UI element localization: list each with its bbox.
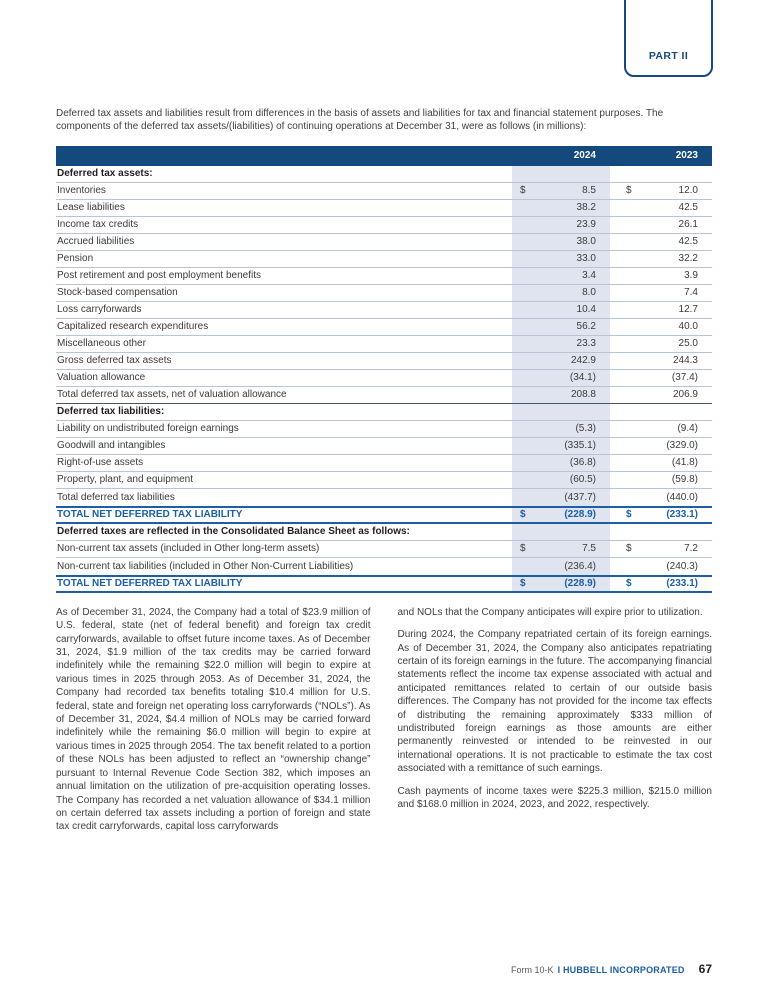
value-2024: 23.9 (512, 217, 610, 233)
table-row (56, 217, 712, 234)
table-row (56, 268, 712, 285)
value-2023: $ (233.1) (626, 578, 698, 590)
table-row (56, 421, 712, 438)
value-2024: (5.3) (512, 421, 610, 437)
row-label: Right-of-use assets (57, 457, 144, 469)
row-label: Gross deferred tax assets (57, 355, 172, 367)
value-2024: 8.0 (512, 285, 610, 301)
table-row (56, 438, 712, 455)
row-label: Property, plant, and equipment (57, 474, 194, 486)
row-label: Accrued liabilities (57, 236, 135, 248)
dollar-sign: $ (520, 578, 526, 590)
value-2024: (60.5) (512, 472, 610, 488)
table-row (56, 370, 712, 387)
value-2024: $ (228.9) (512, 508, 610, 522)
value-2024: (36.8) (512, 455, 610, 471)
row-label: Inventories (57, 185, 106, 197)
value-2024 (512, 524, 610, 540)
value-2024: (236.4) (512, 558, 610, 575)
row-label: Post retirement and post employment benefits (57, 270, 261, 282)
value-2024: 208.8 (512, 387, 610, 403)
table-row (56, 302, 712, 319)
footer-page-number: 67 (698, 962, 712, 976)
value-2024: 10.4 (512, 302, 610, 318)
value-2024: (335.1) (512, 438, 610, 454)
row-label: Liability on undistributed foreign earnings (57, 423, 239, 435)
value-2024: 23.3 (512, 336, 610, 352)
value-2024: 3.4 (512, 268, 610, 284)
row-label: Pension (57, 253, 94, 265)
row-label: Deferred tax liabilities: (57, 406, 165, 418)
value-2023: 40.0 (678, 321, 698, 333)
value-2023 (618, 404, 712, 420)
paragraph: As of December 31, 2024, the Company had a total of $23.9 million of U.S. federal, state (net of federal benefit) and foreign tax credit carryforwards, available to offset future income taxes. As of December 31, 2024, $1.9 million of the tax credits may be carried forward indefinitely while the remaining $22.0 million will begin to expire at various times in 2025 through 2053. As of December 31, 2024, the Company had recorded tax benefits totaling $10.4 million for U.S. federal, state and foreign net operating loss carryforwards (“NOLs”). As of December 31, 2024, $4.4 million of NOLs may be carried forward indefinitely while the remaining $6.0 million will begin to expire at various times in 2025 through 2054. The tax benefit related to a portion of these NOLs has been adjusted to reflect an “ownership change” pursuant to Internal Revenue Code Section 382, which imposes an annual limitation on the utilization of pre-acquisition operating losses. The Company has recorded a net valuation allowance of $34.1 million on certain deferred tax assets including a portion of foreign and state tax credit carryforwards, capital loss carryforwards (56, 606, 371, 833)
value-2023 (618, 166, 712, 182)
row-label: Deferred taxes are reflected in the Consolidated Balance Sheet as follows: (57, 526, 410, 538)
table-header (56, 146, 712, 166)
row-label: Non-current tax assets (included in Other long-term assets) (57, 543, 320, 555)
value-2024: $ (228.9) (512, 577, 610, 591)
value-2023: $ 12.0 (626, 185, 698, 197)
dollar-sign: $ (520, 185, 526, 197)
value-2023: (37.4) (671, 372, 698, 384)
value-2023: 25.0 (678, 338, 698, 350)
table-row (56, 251, 712, 268)
table-row (56, 575, 712, 593)
value-2024: 33.0 (512, 251, 610, 267)
page-footer (511, 962, 712, 976)
value-2024: $ 8.5 (512, 183, 610, 199)
row-label: Income tax credits (57, 219, 139, 231)
value-2024: 242.9 (512, 353, 610, 369)
table-row (56, 336, 712, 353)
dollar-sign: $ (520, 509, 526, 521)
table-row (56, 455, 712, 472)
value-2023: 32.2 (678, 253, 698, 265)
table-row (56, 166, 712, 183)
table-row (56, 506, 712, 524)
body-text (56, 606, 712, 834)
table-row (56, 404, 712, 421)
dollar-sign: $ (626, 509, 632, 521)
row-label: Total deferred tax assets, net of valuation allowance (57, 389, 287, 401)
table-row (56, 319, 712, 336)
table-row (56, 285, 712, 302)
value-2023: (329.0) (666, 440, 698, 452)
dollar-sign: $ (626, 185, 632, 197)
table-row (56, 234, 712, 251)
table-row (56, 183, 712, 200)
table-row (56, 558, 712, 575)
row-label: Stock-based compensation (57, 287, 178, 299)
value-2023: 3.9 (684, 270, 698, 282)
row-label: Valuation allowance (57, 372, 146, 384)
row-label: Lease liabilities (57, 202, 125, 214)
dollar-sign: $ (626, 578, 632, 590)
part-ii-label: PART II (648, 50, 689, 62)
column-header-2023: 2023 (675, 150, 698, 162)
row-label: Capitalized research expenditures (57, 321, 209, 333)
value-2023: 42.5 (678, 202, 698, 214)
value-2023: $ (233.1) (626, 509, 698, 521)
paragraph: During 2024, the Company repatriated certain of its foreign earnings. As of December 31, 2024, the Company also anticipates repatriating certain of its foreign earnings in the future. The accompanying financial statements reflect the income tax expense associated with actual and anticipated remittances related to certain of our outside basis differences. The Company has not provided for the income tax effects of distributing the remaining approximately $333 million of undistributed foreign earnings as those amounts are either permanently reinvested or intended to be reinvested in our international operations. It is not practicable to estimate the tax cost associated with a remittance of such earnings. (397, 629, 712, 775)
dollar-sign: $ (520, 543, 526, 555)
row-label: TOTAL NET DEFERRED TAX LIABILITY (57, 578, 243, 590)
value-2024: $ 7.5 (512, 541, 610, 557)
table-row (56, 387, 712, 404)
value-2023: (9.4) (677, 423, 698, 435)
row-label: Loss carryforwards (57, 304, 142, 316)
value-2023: (59.8) (671, 474, 698, 486)
value-2023: 7.4 (684, 287, 698, 299)
value-2024: 56.2 (512, 319, 610, 335)
value-2023: 206.9 (672, 389, 698, 401)
value-2023: 26.1 (678, 219, 698, 231)
value-2024 (512, 404, 610, 420)
deferred-tax-table (56, 146, 712, 593)
paragraph: and NOLs that the Company anticipates will expire prior to utilization. (397, 606, 703, 618)
value-2023: 12.7 (678, 304, 698, 316)
row-label: Non-current tax liabilities (included in Other Non-Current Liabilities) (57, 560, 354, 572)
value-2024 (512, 166, 610, 182)
row-label: Total deferred tax liabilities (57, 491, 175, 503)
value-2023: $ 7.2 (626, 543, 698, 555)
column-header-2024: 2024 (573, 150, 596, 162)
value-2024: 38.2 (512, 200, 610, 216)
footer-company: I HUBBELL INCORPORATED (557, 965, 685, 975)
table-row (56, 353, 712, 370)
table-row (56, 541, 712, 558)
row-label: Miscellaneous other (57, 338, 146, 350)
body-left-column (56, 606, 371, 834)
table-row (56, 489, 712, 506)
value-2023: (440.0) (666, 491, 698, 503)
row-label: Deferred tax assets: (57, 168, 153, 180)
body-right-column (398, 606, 713, 834)
value-2023: 244.3 (672, 355, 698, 367)
value-2023: (41.8) (671, 457, 698, 469)
table-row (56, 200, 712, 217)
row-label: TOTAL NET DEFERRED TAX LIABILITY (57, 509, 243, 521)
table-row (56, 472, 712, 489)
value-2024: (34.1) (512, 370, 610, 386)
footer-form-label: Form 10-K (511, 965, 554, 975)
table-row (56, 524, 712, 541)
value-2024: 38.0 (512, 234, 610, 250)
value-2023: (240.3) (666, 560, 698, 572)
table-body (56, 166, 712, 593)
value-2023: 42.5 (678, 236, 698, 248)
value-2024: (437.7) (512, 489, 610, 506)
row-label: Goodwill and intangibles (57, 440, 166, 452)
dollar-sign: $ (626, 543, 632, 555)
paragraph: Cash payments of income taxes were $225.3 million, $215.0 million and $168.0 million in 2024, 2023, and 2022, respectively. (397, 785, 712, 811)
intro-paragraph: Deferred tax assets and liabilities result from differences in the basis of assets and liabilities for tax and financial statement purposes. The components of the deferred tax assets/(liabilities) of continuing operations at December 31, were as follows (in millions): (56, 108, 664, 133)
value-2023 (618, 524, 712, 540)
